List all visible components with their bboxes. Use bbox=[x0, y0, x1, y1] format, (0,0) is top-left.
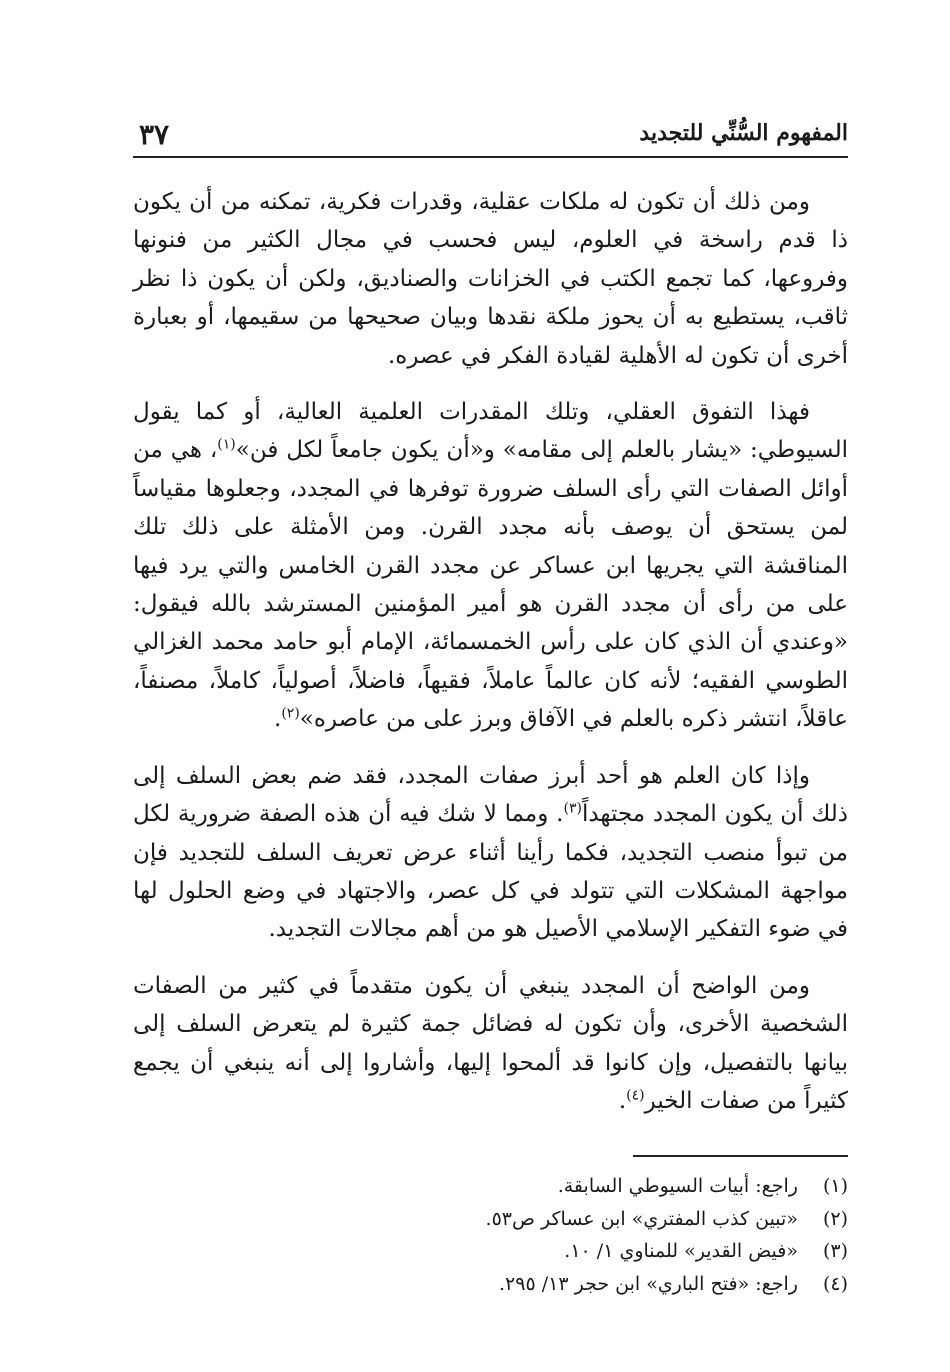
footnote-1 bbox=[133, 1170, 848, 1203]
header-divider bbox=[133, 156, 848, 158]
paragraph-3-part-1: وإذا كان العلم هو أحد أبرز صفات المجدد، فقد ضم بعض السلف إلى ذلك أن يكون المجدد مجتهداً bbox=[133, 762, 848, 828]
paragraph-4 bbox=[133, 967, 848, 1121]
main-text bbox=[133, 183, 848, 1138]
paragraph-2-part-2: ، هي من أوائل الصفات التي رأى السلف ضرورة توفرها في المجدد، وجعلوها مقياساً لمن يستحق أن يوصف بأنه مجدد القرن. ومن الأمثلة على ذلك تلك المناقشة التي يجريها ابن عساكر عن مجدد القرن الخامس والتي يرد فيها على من رأى أن مجدد القرن هو أمير المؤمنين المسترشد بالله فيقول: «وعندي أن الذي كان على رأس الخمسمائة، الإمام أبو حامد محمد الغزالي الطوسي الفقيه؛ لأنه كان عالماً عاملاً، فقيهاً، فاضلاً، أصولياً، كاملاً، مصنفاً، عاقلاً، انتشر ذكره بالعلم في الآفاق وبرز على من عاصره» bbox=[133, 437, 848, 733]
paragraph-4-part-1: ومن الواضح أن المجدد ينبغي أن يكون متقدماً في كثير من الصفات الشخصية الأخرى، وأن تكون له فضائل جمة كثيرة لم يتعرض السلف إلى بيانها بالتفصيل، وإن كانوا قد ألمحوا إليها، وأشاروا إلى أنه ينبغي أن يجمع كثيراً من صفات الخير bbox=[133, 972, 848, 1114]
footnote-text: «فيض القدير» للمناوي ١/ ١٠. bbox=[564, 1240, 798, 1262]
paragraph-2-part-1: فهذا التفوق العقلي، وتلك المقدرات العلمية العالية، أو كما يقول السيوطي: «يشار بالعلم إلى مقامه» و«أن يكون جامعاً لكل فن» bbox=[133, 399, 848, 464]
footnote-text: راجع: أبيات السيوطي السابقة. bbox=[557, 1175, 798, 1197]
paragraph-1: ومن ذلك أن تكون له ملكات عقلية، وقدرات فكرية، تمكنه من أن يكون ذا قدم راسخة في العلوم، ليس فحسب في مجال الكثير من فنونها وفروعها، كما تجمع الكتب في الخزانات والصناديق، ولكن أن يكون ذا نظر ثاقب، يستطيع به أن يحوز ملكة نقدها وبيان صحيحها من سقيمها، أو بعبارة أخرى أن تكون له الأهلية لقيادة الفكر في عصره. bbox=[133, 189, 848, 369]
footnote-4 bbox=[133, 1268, 848, 1301]
footnote-text: راجع: «فتح الباري» ابن حجر ١٣/ ٢٩٥. bbox=[499, 1272, 798, 1295]
footnote-ref-1[interactable]: (١) bbox=[217, 436, 236, 453]
footnote-number: (١) bbox=[822, 1175, 848, 1197]
footnote-divider bbox=[633, 1155, 848, 1157]
footnote-2 bbox=[133, 1203, 848, 1236]
footnotes bbox=[133, 1170, 848, 1300]
footnote-number: (٢) bbox=[822, 1207, 848, 1230]
paragraph-2-part-3: . bbox=[274, 706, 282, 733]
footnote-ref-2[interactable]: (٢) bbox=[281, 705, 300, 722]
footnote-ref-3[interactable]: (٣) bbox=[563, 800, 582, 817]
footnote-3 bbox=[133, 1235, 848, 1268]
footnote-ref-4[interactable]: (٤) bbox=[626, 1087, 645, 1104]
paragraph-2 bbox=[133, 393, 848, 739]
page-number: ٣٧ bbox=[139, 118, 170, 151]
paragraph-3 bbox=[133, 757, 848, 949]
footnote-text: «تبين كذب المفتري» ابن عساكر ص٥٣. bbox=[485, 1207, 798, 1230]
paragraph-3-part-2: . ومما لا شك فيه أن هذه الصفة ضرورية لكل من تبوأ منصب التجديد، فكما رأينا أثناء عرض تعريف السلف للتجديد فإن مواجهة المشكلات التي تتولد في كل عصر، والاجتهاد في وضع الحلول لها في ضوء التفكير الإسلامي الأصيل هو من أهم مجالات التجديد. bbox=[133, 801, 848, 943]
footnote-number: (٤) bbox=[822, 1272, 848, 1295]
running-title: المفهوم السُّنِّي للتجديد bbox=[639, 120, 848, 146]
paragraph-4-part-2: . bbox=[618, 1087, 627, 1114]
footnote-number: (٣) bbox=[822, 1240, 848, 1262]
running-header bbox=[133, 118, 848, 154]
